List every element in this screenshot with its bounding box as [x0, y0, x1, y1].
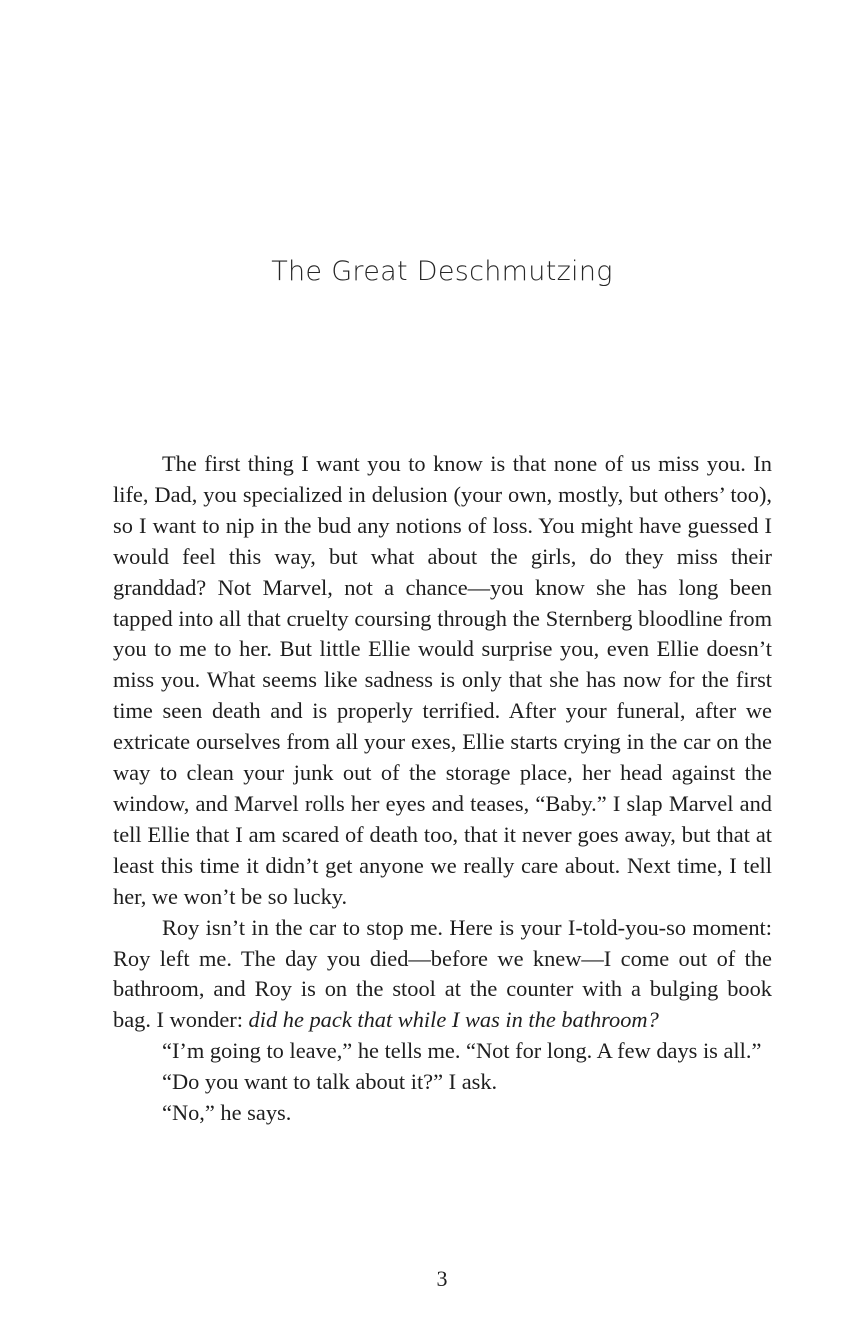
paragraph — [113, 913, 772, 1037]
dialogue-line: “No,” he says. — [162, 1100, 292, 1126]
dialogue-line: “I’m going to leave,” he tells me. “Not for long. A few days is all.” — [162, 1038, 762, 1064]
page-number: 3 — [436, 1266, 448, 1291]
chapter-title: The Great Deschmutzing — [271, 256, 613, 287]
dialogue-line: “Do you want to talk about it?” I ask. — [162, 1069, 498, 1095]
body-text — [113, 449, 772, 1129]
paragraph: The first thing I want you to know is that none of us miss you. In life, Dad, you specialized in delusion (your own, mostly, but others’ too), so I want to nip in the bud any notions of loss. You might have guessed I would feel this way, but what about the girls, do they miss their granddad? Not Marvel, not a chance—you know she has long been tapped into all that cruelty coursing through the Sternberg bloodline from you to me to her. But little Ellie would surprise you, even Ellie doesn’t miss you. What seems like sadness is only that she has now for the first time seen death and is properly terrified. After your funeral, after we extricate ourselves from all your exes, Ellie starts crying in the car on the way to clean your junk out of the storage place, her head against the window, and Marvel rolls her eyes and teases, “Baby.” I slap Marvel and tell Ellie that I am scared of death too, that it never goes away, but that at least this time it didn’t get anyone we really care about. Next time, I tell her, we won’t be so lucky. — [113, 451, 772, 909]
paragraph-italic-text: did he pack that while I was in the bathroom? — [248, 1007, 659, 1033]
paragraph-text: Roy isn’t in the car to stop me. Here is your I-told-you-so moment: Roy left me. The day you died—before we knew—I come out of the bathroom, and Roy is on the stool at the counter with a bulging book bag. I wonder: — [113, 914, 772, 1033]
